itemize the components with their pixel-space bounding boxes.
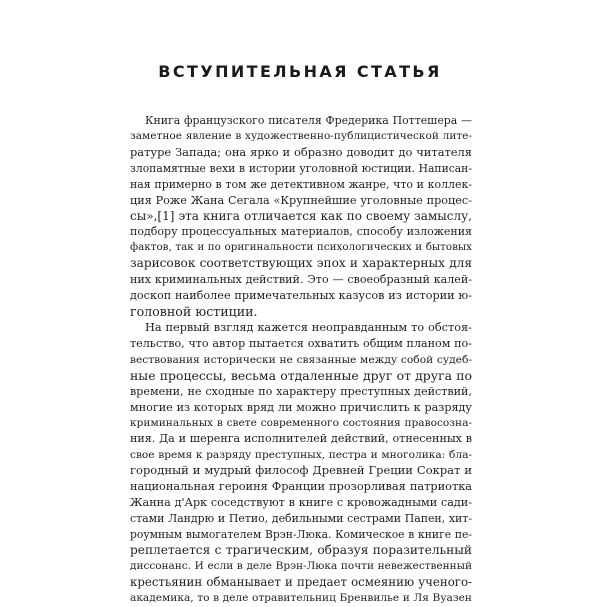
text-line: тельство, что автор пытается охватить общим планом по- [130,336,472,350]
text-line: роумным вымогателем Врэн-Люка. Комическое в книге пе- [130,527,472,541]
text-line: Жанна д'Арк соседствуют в книге с кровожадными сади- [130,496,472,510]
page-title: ВСТУПИТЕЛЬНАЯ СТАТЬЯ [158,62,442,81]
text-line: заметное явление в художественно-публицистической лите- [130,129,472,142]
text-line: диссонанс. И если в деле Врэн-Люка почти невежественный [130,559,472,572]
text-line: вествования исторически не связанные между собой судеб- [130,352,472,366]
text-line: зарисовок соответствующих эпох и характерных для [130,256,472,271]
text-line: ная примерно в том же детективном жанре, что и коллек- [130,177,472,191]
text-line: Книга французского писателя Фредерика Поттешера — [145,114,472,127]
text-line: свое время к разряду преступных, пестра и многолика: бла- [130,448,472,462]
text-line: стами Ландрю и Петио, дебильными сестрами Папен, хит- [130,512,472,526]
text-line: ния. Да и шеренга исполнителей действий, отнесенных в [130,432,472,446]
text-line: подбору процессуальных материалов, способу изложения [130,225,472,239]
text-line: реплетается с трагическим, образуя поразительный [130,542,472,557]
text-line: доскоп наиболее примечательных казусов из истории ю- [130,289,472,303]
text-line: них криминальных действий. Это — своеобразный калей- [130,273,472,287]
text-line: ция Роже Жана Сегала «Крупнейшие уголовные процес- [130,193,472,207]
text-line: академика, то в деле отравительниц Бренвилье и Ля Вуазен [130,591,472,604]
text-line: сы»,[1] эта книга отличается как по своему замыслу, [130,208,472,223]
text-line: многие из которых вряд ли можно причислить к разряду [130,400,472,414]
text-line: фактов, так и по оригинальности психологических и бытовых [130,241,472,254]
text-line: ратуре Запада; она ярко и образно доводит до читателя [130,144,472,159]
text-line: криминальных в свете современного состояния правосозна- [130,416,472,429]
text-line: национальная героиня Франции прозорливая патриотка [130,480,472,494]
text-block [130,113,472,607]
text-line: ные процессы, весьма отдаленные друг от друга по [130,367,472,383]
text-line: злопамятные вехи в истории уголовной юстиции. Написан- [130,161,472,175]
text-line: городный и мудрый философ Древней Греции Сократ и [130,463,472,478]
text-line: крестьянин обманывает и предает осмеянию ученого- [130,574,472,589]
text-line: времени, не сходные по характеру преступных действий, [130,384,472,398]
text-line: На первый взгляд кажется неоправданным то обстоя- [145,320,472,334]
text-line: головной юстиции. [130,304,258,320]
